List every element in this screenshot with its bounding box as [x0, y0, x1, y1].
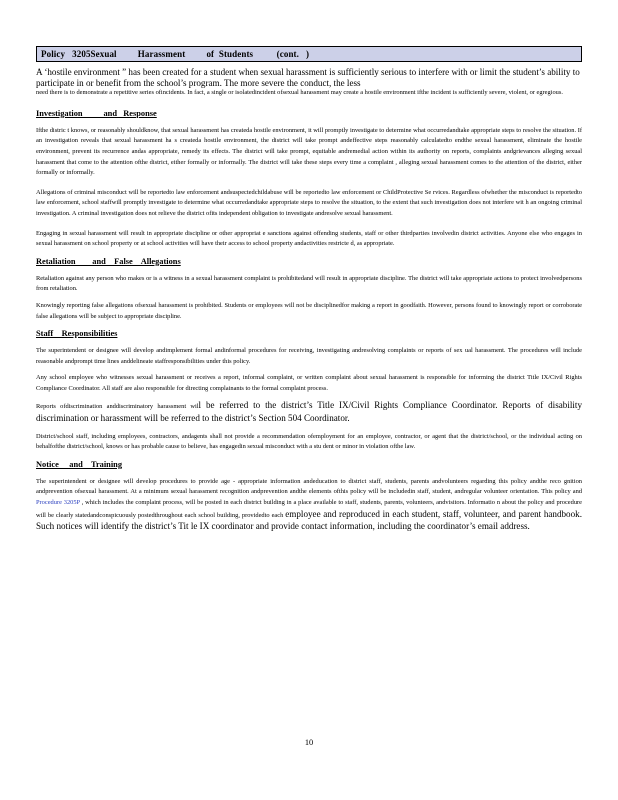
intro-paragraph-cont [36, 88, 582, 99]
notice-heading: Notice and Training [36, 459, 123, 469]
investigation-paragraph-2: Allegations of criminal misconduct will be reportedto law enforcement andsuspectedchildabuse will be reportedto law enforcement or ChildProtective Se rvices. Regardless ofwhether the misconduct is reportedto law enforcement, school staffwill promptly investigate to determine what occurredandtake appropriate steps to resolve the situation, to the extent that such investigation does not interfere wit h an ongoing criminal investigation. A criminal investigation does not relieve the district ofits independent obligation to investigate andresolve sexual harassment. [36, 188, 582, 217]
policy-page [36, 46, 582, 534]
staff-heading: Staff Responsibilities [36, 329, 118, 339]
policy-header-title: Policy 3205Sexual Harassment of Students (cont. ) [41, 49, 310, 59]
retaliation-paragraph-1: Retaliation against any person who makes or is a witness in a sexual harassment complaint is prohibitedand will result in appropriate discipline. The district will take appropriate actions to protect involvedpersons from retaliation. [36, 274, 582, 293]
notice-p1-before: The superintendent or designee will develop procedures to provide age - appropriate information andeducation to district staff, students, parents andvolunteers regarding this policy andthe reco gnition andprevention ofsexual harassment. At a minimum sexual harassment recognition andprevention andthe elements ofthis policy will be includedin staff, student, andregular volunteer orientation. This policy and [36, 477, 582, 496]
staff-paragraph-4: District/school staff, including employees, contractors, andagents shall not provide a recommendation ofemployment for an employee, contractor, or agent that the district/school, or the individual acting on behalfofthe district/school, knows or has probable cause to believe, has engagedin sexual misconduct with a stu dent or minor in violation ofthe law. [36, 432, 582, 451]
investigation-heading: Investigation and Response [36, 108, 157, 118]
staff-paragraph-2: Any school employee who witnesses sexual harassment or receives a report, informal complaint, or written complaint about sexual harassment is responsible for informing the district Title IX/Civil Rights Compliance Coordinator. All staff are also responsible for directing complainants to the formal complaint process. [36, 374, 582, 392]
investigation-paragraph-1: Ifthe distric t knows, or reasonably shouldknow, that sexual harassment has createda hostile environment, it will promptly investigate to determine what occurredandtake appropriate steps to resolve the situation. If an investigation reveals that sexual harassment ha s createda hostile environment, the district will take prompt andeffective steps reasonably calculatedto endthe sexual harassment, eliminate the hostile environment, prevent its recurrence andas appropriate, remedy its effects. The district will take prompt, equitable andremedial action within its authority on reports, complaints andgrievances alleging sexual harassment that come to the attention ofthe district, either formally or informally. The district will take these steps every time a complaint , alleging sexual harassment comes to the attention of the district, either formally or informally. [36, 126, 582, 177]
staff-p3-small: Reports ofdiscrimination anddiscriminatory harassment wil [36, 403, 199, 411]
retaliation-paragraph-2: Knowingly reporting false allegations ofsexual harassment is prohibited. Students or employees will not be disciplinedfor making a report in goodfaith. However, persons found to knowingly report or corroborate false allegations will be subject to appropriate discipline. [36, 301, 582, 320]
notice-paragraph-1 [36, 477, 582, 534]
intro-text: A ‘hostile environment ” has been created for a student when sexual harassment is sufficiently serious to interfere with or limit the student’s ability to participate in or benefit from the school’s program. The more severe the conduct, the less [36, 67, 580, 88]
staff-paragraph-3 [36, 400, 582, 425]
notice-p1-big: employee and reproduced in each student, staff, volunteer, and parent handbook. Such notices will identify the district’s Tit le IX coordinator and provide contact information, including the coordinator’s email address. [36, 508, 582, 532]
procedure-link[interactable]: Procedure 3205P [36, 499, 80, 507]
policy-header-bar [36, 46, 582, 62]
intro-small-text: need there is to demonstrate a repetitive series ofincidents. In fact, a single or isolatedincident ofsexual harassment may create a hostile environment ifthe incident is sufficiently severe, violent, or egregious. [36, 89, 563, 97]
page-number: 10 [304, 738, 314, 747]
staff-paragraph-1: The superintendent or designee will develop andimplement formal andinformal procedures for receiving, investigating andresolving complaints or reports of sex ual harassment. The procedures will include reasonable andprompt time lines anddelineate staffresponsibilities under this policy. [36, 347, 582, 365]
investigation-paragraph-3: Engaging in sexual harassment will result in appropriate discipline or other appropriat e sanctions against offending students, staff or other thirdparties involvedin district activities. Anyone else who engages in sexual harassment on school property or at school activities will have their access to school property andactivities restricte d, as appropriate. [36, 229, 582, 248]
retaliation-heading: Retaliation and False Allegations [36, 256, 181, 266]
staff-p3-big: l be referred to the district’s Title IX/Civil Rights Compliance Coordinator. Reports of disability discrimination or harassment will be referred to the district’s Section 504 Coordinator. [36, 400, 582, 424]
notice-p1-after: , which includes the complaint process, will be posted in each district building in a place available to staff, students, parents, volunteers, andvisitors. Informatio n about the policy and procedure will be clearly statedandconspicuously postedthroughout each school building, providedto each [36, 499, 582, 519]
intro-paragraph [36, 67, 582, 88]
